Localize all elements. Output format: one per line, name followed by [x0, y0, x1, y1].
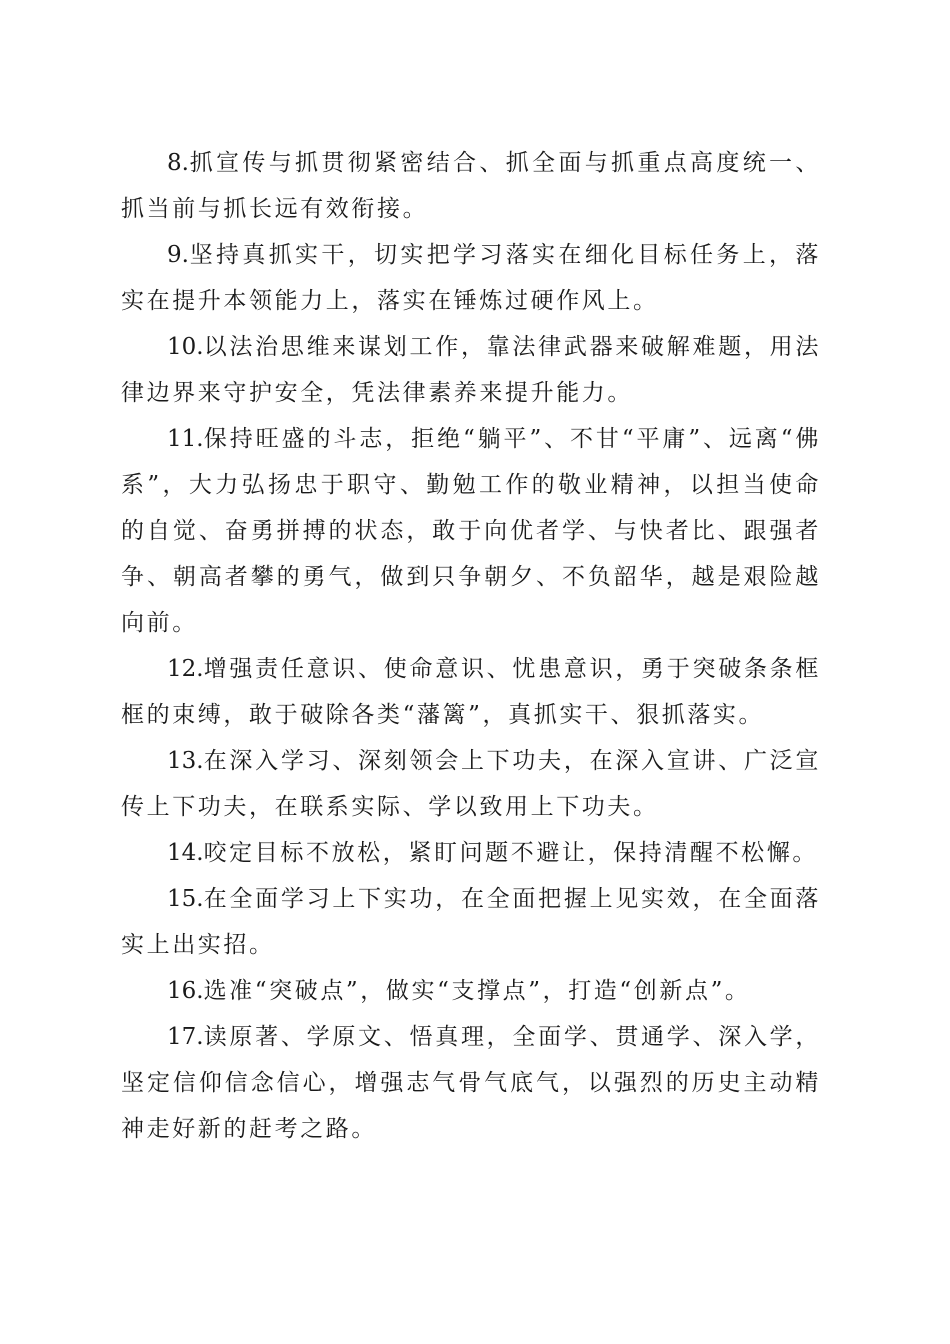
item-number: 10.	[167, 334, 204, 360]
item-text: 抓宣传与抓贯彻紧密结合、抓全面与抓重点高度统一、抓当前与抓长远有效衔接。	[121, 150, 821, 222]
item-number: 12.	[167, 656, 204, 682]
item-number: 15.	[167, 886, 204, 912]
document-body	[121, 140, 821, 1152]
item-text: 坚持真抓实干，切实把学习落实在细化目标任务上，落实在提升本领能力上，落实在锤炼过硬作风上。	[121, 242, 821, 314]
item-number: 11.	[167, 426, 204, 452]
item-number: 16.	[167, 978, 204, 1004]
paragraph-16	[121, 968, 821, 1014]
item-number: 13.	[167, 748, 204, 774]
item-number: 9.	[167, 242, 189, 268]
item-number: 14.	[167, 840, 204, 866]
paragraph-8	[121, 140, 821, 232]
item-text: 增强责任意识、使命意识、忧患意识，勇于突破条条框框的束缚，敢于破除各类“藩篱”，真抓实干、狠抓落实。	[121, 656, 821, 728]
item-text: 在全面学习上下实功，在全面把握上见实效，在全面落实上出实招。	[121, 886, 821, 958]
item-text: 保持旺盛的斗志，拒绝“躺平”、不甘“平庸”、远离“佛系”，大力弘扬忠于职守、勤勉工作的敬业精神，以担当使命的自觉、奋勇拼搏的状态，敢于向优者学、与快者比、跟强者争、朝高者攀的勇气，做到只争朝夕、不负韶华，越是艰险越向前。	[121, 426, 821, 636]
paragraph-13	[121, 738, 821, 830]
paragraph-17	[121, 1014, 821, 1152]
paragraph-12	[121, 646, 821, 738]
paragraph-10	[121, 324, 821, 416]
item-text: 在深入学习、深刻领会上下功夫，在深入宣讲、广泛宣传上下功夫，在联系实际、学以致用上下功夫。	[121, 748, 821, 820]
paragraph-9	[121, 232, 821, 324]
item-text: 以法治思维来谋划工作，靠法律武器来破解难题，用法律边界来守护安全，凭法律素养来提升能力。	[121, 334, 821, 406]
paragraph-15	[121, 876, 821, 968]
paragraph-14	[121, 830, 821, 876]
item-number: 8.	[167, 150, 189, 176]
item-text: 咬定目标不放松，紧盯问题不避让，保持清醒不松懈。	[203, 840, 818, 866]
item-text: 读原著、学原文、悟真理，全面学、贯通学、深入学，坚定信仰信念信心，增强志气骨气底气，以强烈的历史主动精神走好新的赶考之路。	[121, 1024, 821, 1142]
item-number: 17.	[167, 1024, 204, 1050]
item-text: 选准“突破点”，做实“支撑点”，打造“创新点”。	[203, 978, 751, 1004]
paragraph-11	[121, 416, 821, 646]
